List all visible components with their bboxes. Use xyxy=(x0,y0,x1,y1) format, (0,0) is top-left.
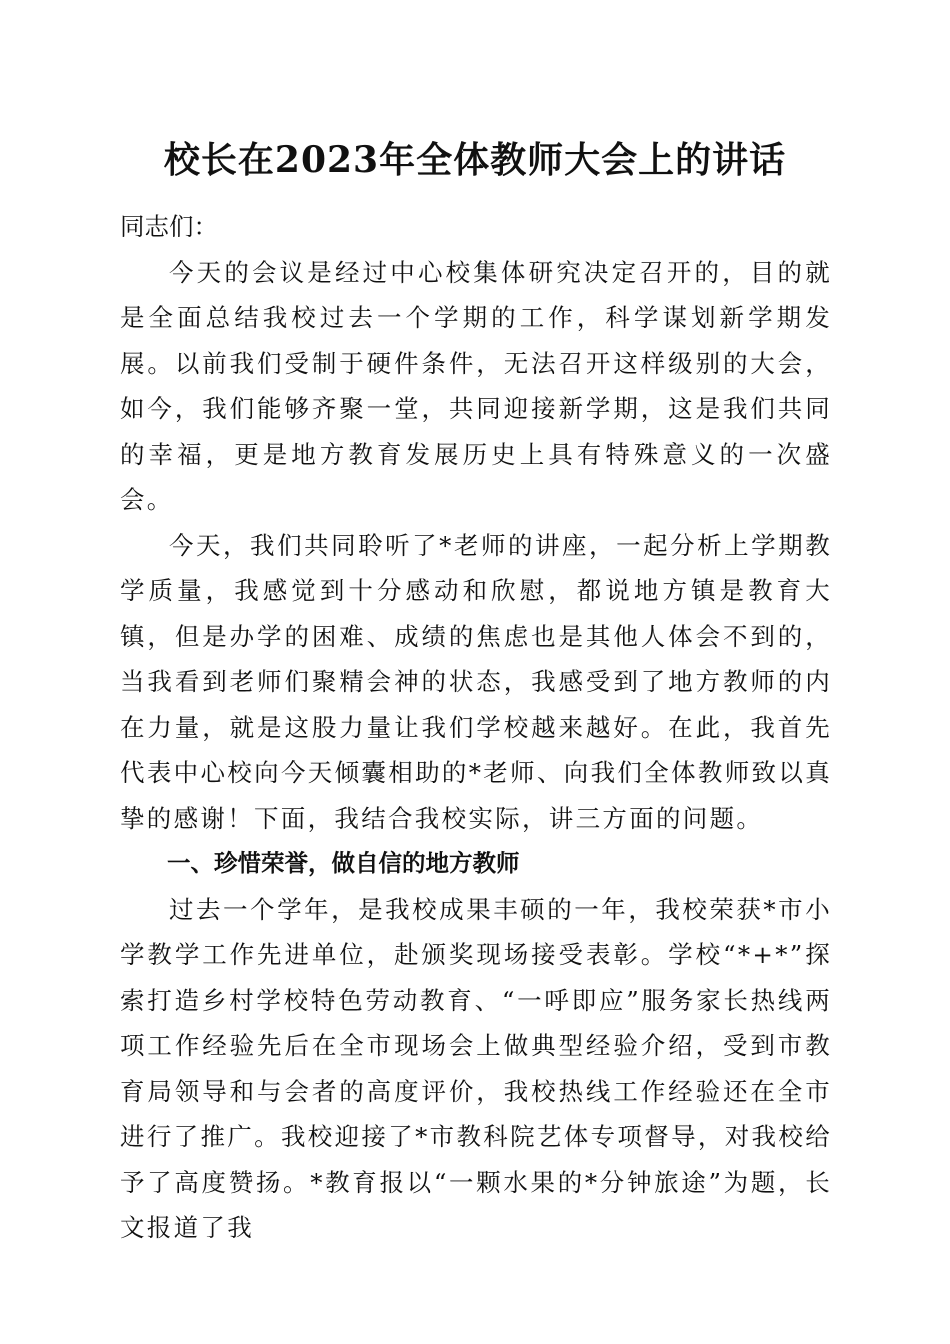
paragraph-achievements: 过去一个学年，是我校成果丰硕的一年，我校荣获*市小学教学工作先进单位，赴颁奖现场接受表彰。学校“*+*”探索打造乡村学校特色劳动教育、“一呼即应”服务家长热线两项工作经验先后在全市现场会上做典型经验介绍，受到市教育局领导和与会者的高度评价，我校热线工作经验还在全市进行了推广。我校迎接了*市教科院艺体专项督导，对我校给予了高度赞扬。*教育报以“一颗水果的*分钟旅途”为题，长文报道了我 xyxy=(120,894,832,1242)
page-title: 校长在2023年全体教师大会上的讲话 xyxy=(163,139,787,181)
paragraph-thanks: 今天，我们共同聆听了*老师的讲座，一起分析上学期教学质量，我感觉到十分感动和欣慰，都说地方镇是教育大镇，但是办学的困难、成绩的焦虑也是其他人体会不到的，当我看到老师们聚精会神的状态，我感受到了地方教师的内在力量，就是这股力量让我们学校越来越好。在此，我首先代表中心校向今天倾囊相助的*老师、向我们全体教师致以真挚的感谢！下面，我结合我校实际，讲三方面的问题。 xyxy=(120,530,832,833)
document-body xyxy=(120,204,832,1251)
paragraph-opening: 今天的会议是经过中心校集体研究决定召开的，目的就是全面总结我校过去一个学期的工作，科学谋划新学期发展。以前我们受制于硬件条件，无法召开这样级别的大会，如今，我们能够齐聚一堂，共同迎接新学期，这是我们共同的幸福，更是地方教育发展历史上具有特殊意义的一次盛会。 xyxy=(120,257,832,514)
section-heading: 一、珍惜荣誉，做自信的地方教师 xyxy=(167,849,520,877)
salutation: 同志们： xyxy=(120,212,218,241)
